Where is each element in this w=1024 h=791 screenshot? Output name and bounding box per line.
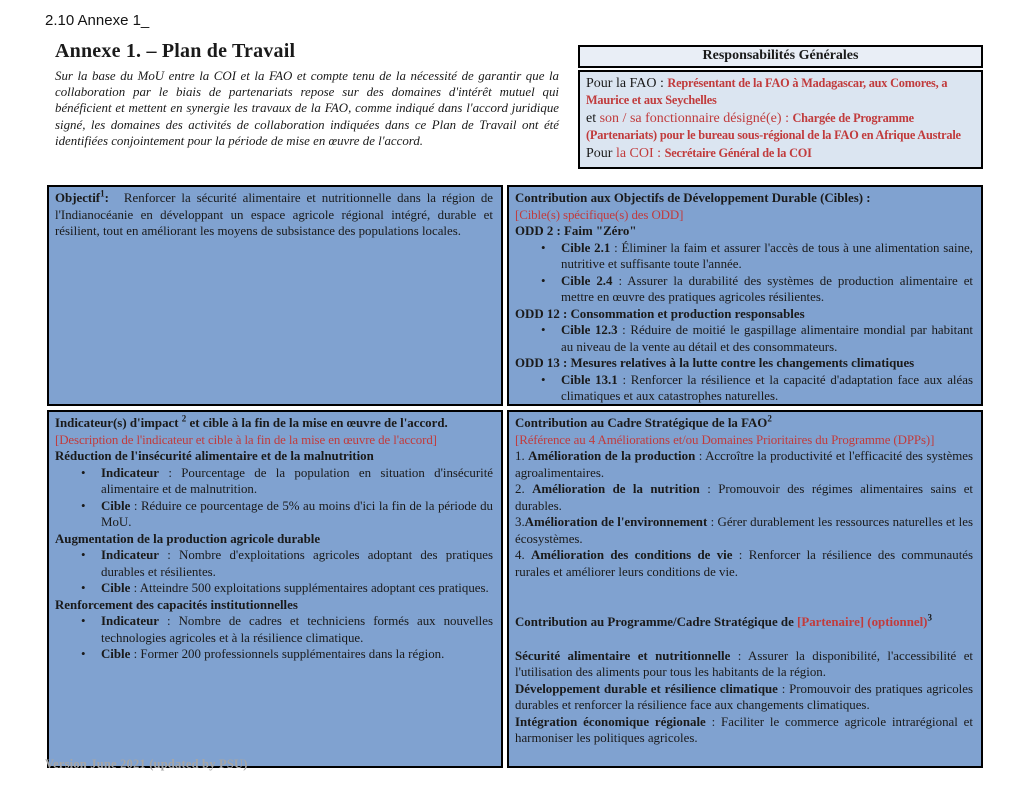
- group-heading: Renforcement des capacités institutionnelles: [55, 597, 298, 612]
- cadre-item-lead: Amélioration de la nutrition: [532, 482, 700, 496]
- bullet-item: [515, 372, 973, 405]
- group-heading: ODD 2 : Faim "Zéro": [515, 224, 637, 238]
- responsibilities-title: Responsabilités Générales: [578, 45, 983, 68]
- bullet-text: : Nombre d'exploitations agricoles adoptant des pratiques durables et résilientes.: [101, 548, 493, 579]
- programme-item-lead: Intégration économique régionale: [515, 714, 706, 729]
- cadre-item: 4. Amélioration des conditions de vie : Renforcer la résilience des communautés rurales et améliorer leurs conditions de vie.: [515, 548, 974, 579]
- indicateurs-title: Indicateur(s) d'impact $^2$ et cible à la fin de la mise en œuvre de l'accord.: [55, 413, 448, 430]
- cadre-item-lead: Amélioration de la production: [528, 449, 696, 463]
- bullet-text: : Nombre de cadres et techniciens formés aux nouvelles technologies agricoles et à la résilience climatique.: [101, 614, 493, 645]
- footnote-ref-3: 3: [927, 612, 932, 623]
- group-heading: Augmentation de la production agricole durable: [55, 531, 321, 546]
- programme-item-text: : Promouvoir des pratiques agricoles durables et renforcer la résilience face aux changements climatiques.: [515, 681, 973, 712]
- bullet-lead: Indicateur: [101, 548, 160, 562]
- bullet-item: [55, 580, 493, 597]
- designee-line: [586, 110, 975, 145]
- cadre-item-text: : Gérer durablement les ressources naturelles et les écosystèmes.: [515, 515, 973, 546]
- bullet-lead: Cible: [101, 498, 131, 513]
- fao-line: [586, 75, 975, 110]
- bullet-text: : Former 200 professionnels supplémentaires dans la région.: [130, 647, 445, 661]
- designee-label: son / sa fonctionnaire désigné(e): [599, 110, 782, 126]
- responsibilities-body: [578, 70, 983, 169]
- bullet-lead: Cible 13.1: [561, 372, 618, 387]
- responsibilities-box: [578, 45, 983, 169]
- group-heading: ODD 13 : Mesures relatives à la lutte contre les changements climatiques: [515, 356, 915, 370]
- cadre-item-text: : Renforcer la résilience des communautés rurales et améliorer leurs conditions de vie.: [515, 548, 974, 579]
- bullet-item: [515, 240, 973, 273]
- bullet-item: [515, 273, 973, 306]
- bullet-lead: Cible 2.4: [561, 273, 613, 288]
- objectif-label: Objectif$^1$:: [55, 188, 109, 205]
- workplan-table: [47, 185, 983, 772]
- fao-label: Pour la FAO :: [586, 76, 668, 91]
- programme-item-text: : Assurer la disponibilité, l'accessibilité et l'utilisation des aliments pour tous les habitants de la région.: [515, 648, 973, 679]
- coi-prefix: Pour: [586, 145, 616, 161]
- programme-item: [515, 714, 973, 747]
- coi-value: Secrétaire Général de la COI: [664, 145, 812, 160]
- programme-item-lead: Sécurité alimentaire et nutritionnelle: [515, 648, 731, 663]
- indicateurs-cell: [47, 410, 503, 768]
- programme-item: [515, 681, 973, 714]
- intro-paragraph: Sur la base du MoU entre la COI et la FAO et compte tenu de la nécessité de garantir que la collaboration par le biais de partenariats repose sur des domaines d'intérêt mutuel qui bénéficient et mettent en synergie les travaux de la FAO, comme indiqué dans l'accord juridique signé, les domaines des activités de collaboration indiquées dans ce Plan de Travail ont été identifiées conjointement pour la période de mise en œuvre de l'accord.: [55, 69, 559, 148]
- doc-section-label: 2.10 Annexe 1_: [45, 12, 150, 29]
- programme-title-red: [Partenaire] (optionnel): [797, 615, 928, 629]
- bullet-text: : Réduire de moitié le gaspillage alimentaire mondial par habitant au niveau de la vente au détail et des consommateurs.: [561, 323, 973, 354]
- bullet-text: : Éliminer la faim et assurer l'accès de tous à une alimentation saine, nutritive et suffisante toute l'année.: [561, 240, 973, 271]
- programme-title: Contribution au Programme/Cadre Stratégique de [Partenaire] (optionnel)$^3$: [515, 612, 932, 629]
- cadre-cell: [507, 410, 983, 768]
- bullet-item: [55, 547, 493, 580]
- programme-item-text: : Faciliter le commerce agricole intrarégional et harmoniser les politiques agricoles.: [515, 714, 973, 745]
- group-heading: ODD 12 : Consommation et production responsables: [515, 306, 805, 321]
- footnote-ref-1: 1: [100, 188, 105, 199]
- cadre-item-lead: Amélioration de l'environnement: [524, 515, 708, 529]
- cadre-item-text: : Accroître la productivité et l'efficacité des systèmes agroalimentaires.: [515, 449, 973, 480]
- bullet-text: : Réduire ce pourcentage de 5% au moins d'ici la fin de la période du MoU.: [101, 498, 493, 529]
- programme-item-lead: Développement durable et résilience climatique: [515, 681, 778, 696]
- objectif-paragraph: [55, 190, 493, 240]
- version-footer: Version June 2021 (updated by PSU): [45, 757, 248, 771]
- cadre-title: Contribution au Cadre Stratégique de la FAO$^2$: [515, 413, 772, 430]
- cadre-item: 1. Amélioration de la production : Accroître la productivité et l'efficacité des systèmes agroalimentaires.: [515, 449, 973, 480]
- bullet-lead: Cible: [101, 647, 131, 661]
- indicateurs-subtitle: [Description de l'indicateur et cible à la fin de la mise en œuvre de l'accord]: [55, 432, 437, 447]
- cadre-subtitle: [Référence au 4 Améliorations et/ou Domaines Prioritaires du Programme (DPPs)]: [515, 432, 935, 447]
- bullet-item: [55, 465, 493, 498]
- table-row-objectif: [47, 185, 983, 406]
- fao-value: Représentant de la FAO à Madagascar, aux Comores, a Maurice et aux Seychelles: [586, 76, 948, 108]
- bullet-text: : Atteindre 500 exploitations supplémentaires adoptant ces pratiques.: [130, 581, 489, 595]
- objectif-text: Renforcer la sécurité alimentaire et nutritionnelle dans la région de l'Indianocéanie en développant un espace agricole régional intégré, durable et résilient, tout en améliorant les moyens de subsistance des populations locales.: [55, 191, 493, 238]
- table-row-indicateurs: [47, 410, 983, 768]
- designee-separator: :: [781, 110, 793, 126]
- bullet-lead: Indicateur: [101, 465, 160, 480]
- bullet-item: [55, 646, 493, 663]
- group-heading: Réduction de l'insécurité alimentaire et de la malnutrition: [55, 449, 374, 463]
- bullet-item: [55, 498, 493, 531]
- designee-prefix: et: [586, 110, 600, 126]
- bullet-lead: Cible: [101, 581, 131, 595]
- designee-value: Chargée de Programme (Partenariats) pour le bureau sous-régional de la FAO en Afrique Australe: [586, 110, 961, 143]
- page-title: Annexe 1. – Plan de Travail: [55, 40, 296, 62]
- cadre-item-text: : Promouvoir des régimes alimentaires sains et durables.: [515, 482, 974, 513]
- odd-subtitle: [Cible(s) spécifique(s) des ODD]: [515, 207, 684, 222]
- bullet-lead: Cible 2.1: [561, 240, 611, 255]
- bullet-text: : Pourcentage de la population en situation d'insécurité alimentaire et de malnutrition.: [101, 465, 493, 496]
- bullet-item: [55, 613, 493, 646]
- odd-title: Contribution aux Objectifs de Développement Durable (Cibles) :: [515, 191, 871, 205]
- cadre-item: 2. Amélioration de la nutrition : Promouvoir des régimes alimentaires sains et durables.: [515, 482, 974, 513]
- bullet-text: : Assurer la durabilité des systèmes de production alimentaire et mettre en œuvre des pratiques agricoles résilientes.: [561, 273, 973, 304]
- bullet-text: : Renforcer la résilience et la capacité d'adaptation face aux aléas climatiques et aux catastrophes naturelles.: [561, 372, 973, 403]
- cadre-item-lead: Amélioration des conditions de vie: [531, 548, 733, 562]
- bullet-lead: Cible 12.3: [561, 323, 618, 337]
- footnote-ref-2b: 2: [767, 413, 772, 424]
- objectif-cell: [47, 185, 503, 406]
- cadre-item: 3.Amélioration de l'environnement : Gérer durablement les ressources naturelles et les écosystèmes.: [515, 515, 973, 546]
- bullet-item: [515, 322, 973, 355]
- footnote-ref-2: 2: [181, 413, 187, 424]
- programme-item: [515, 648, 973, 681]
- bullet-lead: Indicateur: [101, 614, 160, 628]
- coi-label: la COI :: [615, 145, 665, 161]
- odd-cell: [507, 185, 983, 406]
- coi-line: [586, 145, 975, 162]
